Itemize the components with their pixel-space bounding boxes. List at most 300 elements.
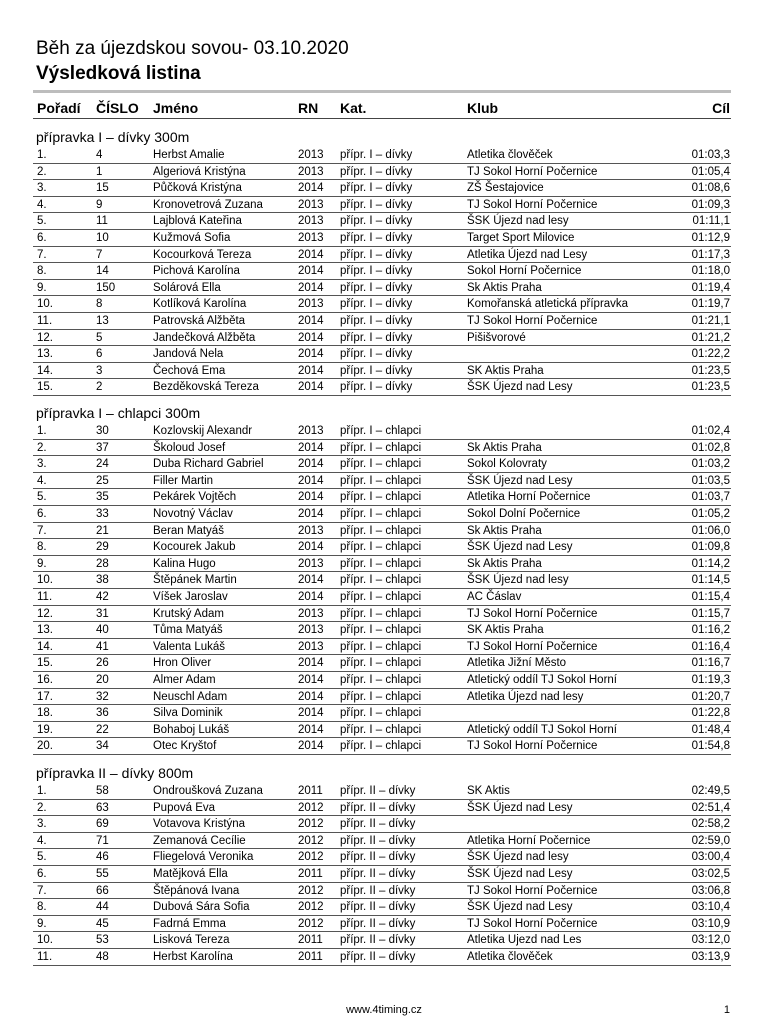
cell-rank: 11. [37, 591, 53, 603]
cell-time: 01:05,4 [691, 165, 730, 178]
cell-category: přípr. I – chlapci [340, 425, 422, 437]
cell-club: Atletika Ujezd nad Les [467, 934, 582, 947]
cell-name: Kotlíková Karolína [153, 298, 247, 311]
cell-time: 01:19,7 [691, 298, 730, 311]
cell-club: Sk Aktis Praha [467, 524, 542, 537]
table-row [0, 899, 768, 916]
cell-category: přípr. I – dívky [340, 281, 413, 294]
table-row [0, 280, 768, 297]
table-row [0, 722, 768, 739]
cell-bib: 48 [96, 951, 109, 963]
cell-bib: 25 [96, 474, 109, 487]
cell-club: Atletický oddíl TJ Sokol Horní [467, 723, 617, 736]
cell-bib: 45 [96, 917, 109, 930]
cell-year: 2014 [298, 265, 324, 278]
cell-club: ŠSK Újezd nad Lesy [467, 541, 573, 554]
cell-rank: 7. [37, 884, 47, 897]
cell-category: přípr. I – chlapci [340, 640, 422, 653]
cell-bib: 38 [96, 574, 109, 587]
cell-club: Atletika Újezd nad lesy [467, 690, 584, 703]
cell-bib: 2 [96, 381, 103, 394]
footer-url: www.4timing.cz [346, 1004, 422, 1016]
cell-year: 2012 [298, 818, 324, 831]
cell-rank: 11. [37, 951, 53, 963]
cell-rank: 2. [37, 801, 47, 814]
cell-bib: 42 [96, 591, 109, 603]
cell-year: 2014 [298, 281, 324, 294]
cell-category: přípr. I – chlapci [340, 508, 422, 520]
cell-time: 03:02,5 [691, 868, 730, 880]
cell-year: 2014 [298, 690, 324, 703]
cell-category: přípr. II – dívky [340, 901, 416, 914]
cell-bib: 14 [96, 265, 109, 278]
cell-category: přípr. II – dívky [340, 818, 416, 831]
cell-year: 2011 [298, 951, 323, 963]
table-row [0, 800, 768, 817]
cell-club: ŠSK Újezd nad Lesy [467, 801, 573, 814]
table-row [0, 916, 768, 933]
cell-club: Sokol Horní Počernice [467, 265, 582, 278]
cell-rank: 8. [37, 901, 47, 914]
cell-rank: 8. [37, 541, 47, 554]
cell-time: 01:15,7 [691, 607, 730, 620]
cell-time: 01:03,5 [691, 474, 730, 487]
cell-rank: 14. [37, 364, 53, 377]
cell-bib: 21 [96, 524, 109, 537]
table-row [0, 866, 768, 883]
cell-name: Kozlovskij Alexandr [153, 425, 253, 437]
cell-name: Jandečková Alžběta [153, 331, 256, 344]
cell-club: Atletický oddíl TJ Sokol Horní [467, 674, 617, 686]
cell-name: Krutský Adam [153, 607, 224, 620]
cell-club: ŠSK Újezd nad lesy [467, 215, 569, 228]
cell-rank: 14. [37, 640, 53, 653]
cell-rank: 18. [37, 707, 53, 720]
cell-club: Sokol Kolovraty [467, 458, 547, 471]
cell-category: přípr. I – dívky [340, 364, 413, 377]
cell-club: Sokol Dolní Počernice [467, 508, 581, 520]
cell-year: 2013 [298, 640, 324, 653]
cell-time: 01:54,8 [691, 740, 730, 753]
header-club: Klub [467, 100, 499, 116]
cell-year: 2012 [298, 801, 324, 814]
cell-year: 2014 [298, 740, 324, 753]
cell-bib: 6 [96, 348, 103, 361]
cell-category: přípr. II – dívky [340, 785, 416, 797]
page-number: 1 [723, 1004, 730, 1016]
cell-name: Filler Martin [153, 474, 214, 487]
cell-rank: 6. [37, 508, 47, 520]
cell-year: 2014 [298, 182, 324, 195]
cell-rank: 5. [37, 491, 47, 504]
table-row [0, 213, 768, 230]
cell-club: SK Aktis Praha [467, 624, 544, 637]
cell-bib: 28 [96, 557, 109, 570]
cell-club: Atletika Horní Počernice [467, 491, 591, 504]
cell-name: Almer Adam [153, 674, 216, 686]
table-row [0, 313, 768, 330]
cell-rank: 10. [37, 574, 53, 587]
cell-year: 2011 [298, 868, 323, 880]
cell-year: 2013 [298, 298, 324, 311]
cell-club: TJ Sokol Horní Počernice [467, 607, 598, 620]
cell-rank: 8. [37, 265, 47, 278]
cell-year: 2013 [298, 215, 324, 228]
cell-club: ŠSK Újezd nad Lesy [467, 901, 573, 914]
cell-name: Pichová Karolína [153, 265, 240, 278]
cell-category: přípr. I – chlapci [340, 441, 422, 454]
cell-category: přípr. I – chlapci [340, 607, 422, 620]
table-row [0, 849, 768, 866]
table-row [0, 833, 768, 850]
cell-year: 2014 [298, 315, 324, 327]
cell-time: 01:14,5 [691, 574, 730, 587]
cell-bib: 9 [96, 198, 103, 211]
cell-name: Pekárek Vojtěch [153, 491, 237, 504]
cell-name: Zemanová Cecílie [153, 834, 246, 847]
cell-bib: 7 [96, 248, 103, 261]
cell-category: přípr. I – chlapci [340, 707, 422, 720]
table-row [0, 330, 768, 347]
cell-name: Silva Dominik [153, 707, 223, 720]
cell-name: Štěpánek Martin [153, 574, 237, 587]
cell-name: Ondroušková Zuzana [153, 785, 263, 797]
cell-year: 2014 [298, 458, 324, 471]
cell-rank: 19. [37, 723, 53, 736]
cell-rank: 15. [37, 657, 53, 670]
cell-category: přípr. II – dívky [340, 917, 416, 930]
table-row [0, 346, 768, 363]
header-category: Kat. [340, 100, 367, 116]
cell-club: Atletika člověček [467, 149, 553, 161]
cell-name: Valenta Lukáš [153, 640, 226, 653]
group-title: přípravka II – dívky 800m [36, 765, 194, 781]
cell-category: přípr. I – chlapci [340, 491, 422, 504]
cell-year: 2014 [298, 541, 324, 554]
cell-bib: 15 [96, 182, 109, 195]
cell-year: 2011 [298, 785, 323, 797]
cell-category: přípr. I – dívky [340, 381, 413, 394]
cell-rank: 3. [37, 818, 47, 831]
cell-category: přípr. I – chlapci [340, 674, 422, 686]
cell-bib: 11 [96, 215, 108, 228]
table-row [0, 473, 768, 490]
cell-category: přípr. I – dívky [340, 298, 413, 311]
cell-name: Dubová Sára Sofia [153, 901, 250, 914]
cell-club: TJ Sokol Horní Počernice [467, 198, 598, 211]
table-row [0, 440, 768, 457]
table-header [0, 99, 768, 117]
cell-bib: 66 [96, 884, 109, 897]
cell-time: 01:17,3 [691, 248, 730, 261]
cell-club: ŠSK Újezd nad Lesy [467, 474, 573, 487]
cell-name: Víšek Jaroslav [153, 591, 228, 603]
cell-category: přípr. I – dívky [340, 348, 413, 361]
cell-year: 2012 [298, 884, 324, 897]
cell-year: 2013 [298, 149, 324, 161]
cell-time: 01:23,5 [691, 381, 730, 394]
cell-time: 03:10,4 [691, 901, 730, 914]
cell-category: přípr. I – chlapci [340, 574, 422, 587]
cell-rank: 7. [37, 524, 47, 537]
cell-name: Hron Oliver [153, 657, 212, 670]
cell-year: 2014 [298, 574, 324, 587]
cell-category: přípr. I – dívky [340, 232, 413, 244]
group-title: přípravka I – dívky 300m [36, 129, 190, 145]
cell-year: 2012 [298, 901, 324, 914]
header-rn: RN [298, 100, 319, 116]
cell-name: Bohaboj Lukáš [153, 723, 230, 736]
cell-year: 2014 [298, 491, 324, 504]
cell-time: 01:14,2 [691, 557, 730, 570]
cell-name: Algeriová Kristýna [153, 165, 246, 178]
cell-category: přípr. II – dívky [340, 851, 416, 864]
cell-bib: 29 [96, 541, 109, 554]
cell-rank: 4. [37, 834, 47, 847]
cell-year: 2013 [298, 165, 324, 178]
cell-rank: 1. [37, 785, 47, 797]
cell-bib: 40 [96, 624, 109, 637]
cell-category: přípr. II – dívky [340, 868, 416, 880]
cell-category: přípr. I – dívky [340, 198, 413, 211]
cell-time: 01:03,2 [691, 458, 730, 471]
cell-name: Novotný Václav [153, 508, 233, 520]
cell-club: Pišišvorové [467, 331, 526, 344]
cell-name: Fadrná Emma [153, 917, 226, 930]
document-subtitle: Výsledková listina [36, 63, 201, 84]
table-row [0, 489, 768, 506]
cell-bib: 4 [96, 149, 103, 161]
table-row [0, 263, 768, 280]
cell-time: 01:09,3 [691, 198, 730, 211]
group-title: přípravka I – chlapci 300m [36, 405, 201, 421]
cell-time: 03:13,9 [691, 951, 730, 963]
cell-year: 2013 [298, 607, 324, 620]
cell-name: Školoud Josef [153, 441, 226, 454]
cell-name: Čechová Ema [153, 364, 226, 377]
cell-time: 03:00,4 [691, 851, 730, 864]
cell-rank: 3. [37, 182, 47, 195]
cell-year: 2014 [298, 707, 324, 720]
cell-club: Atletika Jižní Město [467, 657, 567, 670]
cell-club: Target Sport Milovice [467, 232, 575, 244]
cell-category: přípr. I – dívky [340, 265, 413, 278]
table-row [0, 230, 768, 247]
cell-category: přípr. II – dívky [340, 801, 416, 814]
header-time: Cíl [712, 100, 730, 116]
table-row [0, 379, 768, 396]
document-title: Běh za újezdskou sovou- 03.10.2020 [36, 38, 349, 59]
cell-time: 01:22,2 [691, 348, 730, 361]
cell-year: 2014 [298, 364, 324, 377]
cell-club: AC Čáslav [467, 591, 522, 603]
cell-category: přípr. I – chlapci [340, 474, 422, 487]
table-row [0, 883, 768, 900]
table-row [0, 180, 768, 197]
cell-category: přípr. I – chlapci [340, 541, 422, 554]
cell-time: 01:11,1 [692, 215, 730, 228]
cell-bib: 5 [96, 331, 103, 344]
table-row [0, 363, 768, 380]
cell-year: 2014 [298, 348, 324, 361]
cell-bib: 46 [96, 851, 109, 864]
cell-name: Jandová Nela [153, 348, 224, 361]
table-row [0, 783, 768, 800]
cell-bib: 31 [96, 607, 109, 620]
cell-club: Atletika Horní Počernice [467, 834, 591, 847]
header-rule [33, 118, 731, 119]
cell-category: přípr. I – dívky [340, 215, 413, 228]
cell-rank: 15. [37, 381, 53, 394]
cell-time: 02:51,4 [691, 801, 730, 814]
cell-bib: 69 [96, 818, 109, 831]
cell-name: Půčková Kristýna [153, 182, 242, 195]
cell-rank: 1. [37, 149, 47, 161]
cell-time: 01:06,0 [691, 524, 730, 537]
table-row [0, 556, 768, 573]
table-row [0, 738, 768, 755]
cell-rank: 5. [37, 851, 47, 864]
cell-category: přípr. I – chlapci [340, 723, 422, 736]
cell-rank: 10. [37, 934, 53, 947]
cell-club: Atletika člověček [467, 951, 553, 963]
cell-rank: 11. [37, 315, 53, 327]
cell-time: 01:03,3 [691, 149, 730, 161]
cell-category: přípr. I – dívky [340, 165, 413, 178]
table-row [0, 423, 768, 440]
cell-name: Neuschl Adam [153, 690, 228, 703]
cell-year: 2011 [298, 934, 323, 947]
cell-time: 01:19,4 [691, 281, 730, 294]
cell-time: 02:49,5 [691, 785, 730, 797]
cell-category: přípr. II – dívky [340, 934, 416, 947]
cell-rank: 9. [37, 557, 47, 570]
cell-rank: 6. [37, 868, 47, 880]
cell-year: 2013 [298, 524, 324, 537]
cell-time: 01:08,6 [691, 182, 730, 195]
cell-club: TJ Sokol Horní Počernice [467, 165, 598, 178]
cell-year: 2012 [298, 834, 324, 847]
cell-time: 01:19,3 [691, 674, 730, 686]
cell-bib: 8 [96, 298, 103, 311]
cell-name: Štěpánová Ivana [153, 884, 240, 897]
cell-rank: 13. [37, 624, 53, 637]
cell-year: 2013 [298, 232, 324, 244]
cell-rank: 4. [37, 474, 47, 487]
table-row [0, 456, 768, 473]
cell-category: přípr. I – dívky [340, 315, 413, 327]
cell-bib: 34 [96, 740, 109, 753]
cell-name: Lisková Tereza [153, 934, 230, 947]
cell-time: 01:18,0 [691, 265, 730, 278]
cell-time: 02:59,0 [691, 834, 730, 847]
cell-bib: 26 [96, 657, 109, 670]
cell-name: Lajblová Kateřina [153, 215, 242, 228]
cell-club: TJ Sokol Horní Počernice [467, 917, 598, 930]
cell-name: Kalina Hugo [153, 557, 216, 570]
cell-category: přípr. I – chlapci [340, 524, 422, 537]
cell-bib: 37 [96, 441, 109, 454]
cell-bib: 35 [96, 491, 109, 504]
cell-name: Fliegelová Veronika [153, 851, 254, 864]
table-row [0, 816, 768, 833]
cell-rank: 20. [37, 740, 53, 753]
cell-bib: 58 [96, 785, 109, 797]
cell-year: 2014 [298, 248, 324, 261]
cell-bib: 44 [96, 901, 109, 914]
table-row [0, 689, 768, 706]
cell-time: 01:15,4 [691, 591, 730, 603]
cell-name: Kocourek Jakub [153, 541, 236, 554]
cell-rank: 1. [37, 425, 47, 437]
cell-category: přípr. I – chlapci [340, 740, 422, 753]
cell-year: 2013 [298, 557, 324, 570]
table-row [0, 197, 768, 214]
cell-time: 01:02,4 [691, 425, 730, 437]
cell-category: přípr. II – dívky [340, 884, 416, 897]
cell-bib: 63 [96, 801, 109, 814]
table-row [0, 572, 768, 589]
cell-rank: 4. [37, 198, 47, 211]
cell-club: ŠSK Újezd nad Lesy [467, 381, 573, 394]
cell-club: ZŠ Šestajovice [467, 182, 544, 195]
cell-category: přípr. I – dívky [340, 331, 413, 344]
cell-bib: 24 [96, 458, 109, 471]
cell-rank: 2. [37, 441, 47, 454]
cell-club: TJ Sokol Horní Počernice [467, 884, 598, 897]
cell-time: 01:02,8 [691, 441, 730, 454]
cell-name: Matějková Ella [153, 868, 228, 880]
cell-year: 2014 [298, 591, 324, 603]
cell-year: 2014 [298, 674, 324, 686]
table-row [0, 622, 768, 639]
cell-rank: 12. [37, 331, 53, 344]
cell-category: přípr. I – chlapci [340, 591, 422, 603]
table-row [0, 296, 768, 313]
cell-rank: 9. [37, 281, 47, 294]
cell-name: Pupová Eva [153, 801, 216, 814]
cell-name: Kužmová Sofia [153, 232, 231, 244]
cell-rank: 7. [37, 248, 47, 261]
table-row [0, 672, 768, 689]
cell-time: 01:16,4 [691, 640, 730, 653]
cell-rank: 3. [37, 458, 47, 471]
cell-time: 01:16,7 [691, 657, 730, 670]
cell-club: TJ Sokol Horní Počernice [467, 640, 598, 653]
cell-time: 01:22,8 [691, 707, 730, 720]
cell-club: ŠSK Újezd nad lesy [467, 574, 569, 587]
cell-year: 2013 [298, 425, 324, 437]
cell-name: Kronovetrová Zuzana [153, 198, 263, 211]
table-row [0, 932, 768, 949]
cell-time: 01:12,9 [691, 232, 730, 244]
cell-time: 01:20,7 [691, 690, 730, 703]
cell-club: Atletika Újezd nad Lesy [467, 248, 588, 261]
table-row [0, 523, 768, 540]
cell-club: SK Aktis Praha [467, 364, 544, 377]
cell-name: Votavova Kristýna [153, 818, 246, 831]
cell-bib: 150 [96, 281, 116, 294]
cell-category: přípr. I – chlapci [340, 624, 422, 637]
table-row [0, 539, 768, 556]
cell-time: 01:48,4 [691, 723, 730, 736]
cell-bib: 30 [96, 425, 109, 437]
cell-time: 01:05,2 [691, 508, 730, 520]
cell-name: Bezděkovská Tereza [153, 381, 259, 394]
table-row [0, 606, 768, 623]
table-row [0, 589, 768, 606]
cell-rank: 12. [37, 607, 53, 620]
